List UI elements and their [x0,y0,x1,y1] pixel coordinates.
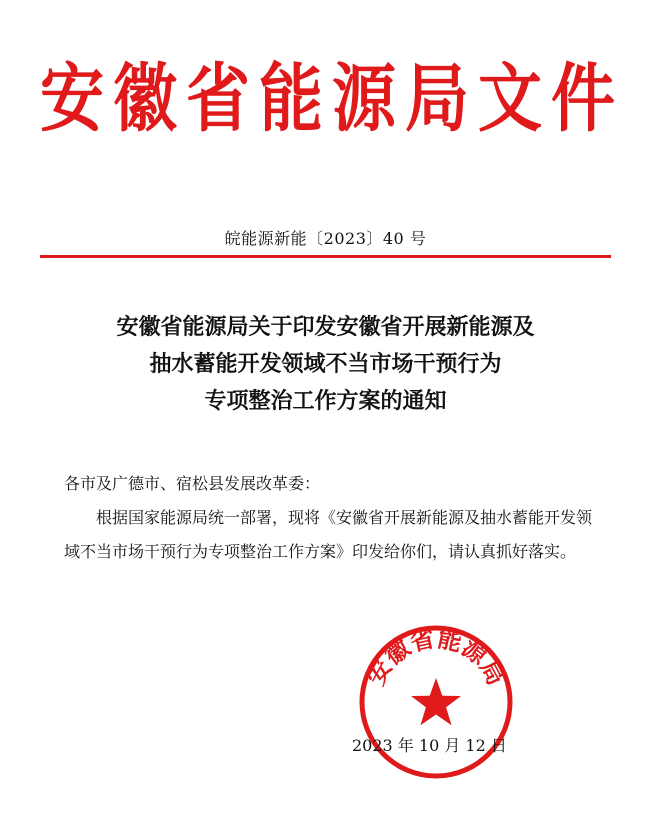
seal-text: 安徽省能源局 [360,623,512,690]
seal-star-icon [411,678,461,725]
masthead-char: 安 [40,57,104,143]
masthead-title [40,48,615,152]
masthead-char: 省 [186,57,250,143]
masthead-char: 文 [478,57,542,143]
document-number: 皖能源新能〔2023〕40 号 [224,229,427,248]
masthead-char: 能 [259,57,323,143]
title-line: 专项整治工作方案的通知 [204,389,447,414]
document-date: 2023 年 10 月 12 日 [352,736,507,755]
masthead-char: 件 [551,57,615,143]
title-line: 安徽省能源局关于印发安徽省开展新能源及 [116,315,535,340]
salutation: 各市及广德市、宿松县发展改革委： [64,474,321,493]
document-masthead [0,48,651,143]
title-line: 抽水蓄能开发领域不当市场干预行为 [149,352,502,377]
masthead-char: 徽 [113,57,177,143]
masthead-char: 局 [405,57,469,143]
document-title [40,309,611,420]
body-text [64,501,592,569]
body-paragraph: 根据国家能源局统一部署，现将《安徽省开展新能源及抽水蓄能开发领域不当市场干预行为专项整治工作方案》印发给你们，请认真抓好落实。 [64,508,593,561]
red-divider-line [40,255,611,258]
masthead-char: 源 [332,57,396,143]
